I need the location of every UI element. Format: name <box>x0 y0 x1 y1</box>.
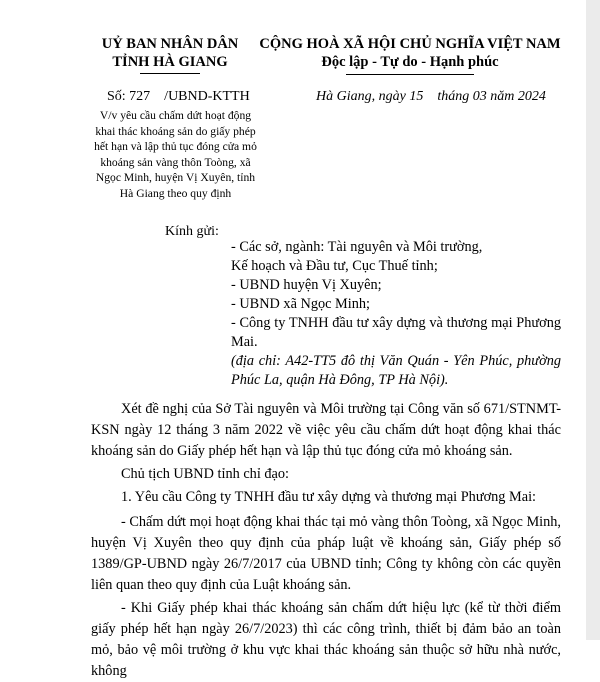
recipients-block <box>231 238 561 390</box>
national-title: CỘNG HOÀ XÃ HỘI CHỦ NGHĨA VIỆT NAM <box>259 36 561 52</box>
greeting: Kính gửi: <box>165 224 219 239</box>
subject-line: khoáng sản vàng thôn Toòng, xã <box>100 155 251 169</box>
recipient-item: - UBND xã Ngọc Minh; <box>231 296 370 312</box>
body-text: Xét đề nghị của Sở Tài nguyên và Môi trường tại Công văn số 671/STNMT-KSN ngày 12 tháng 3 năm 2022 về việc yêu cầu chấm dứt hoạt động khai thác khoáng sản do Giấy phép hết hạn và lập thủ tục đóng cửa mỏ khoáng sản. <box>91 401 561 459</box>
body-text: - Chấm dứt mọi hoạt động khai thác tại mỏ vàng thôn Toòng, xã Ngọc Minh, huyện Vị Xuyên theo quy định của pháp luật về khoáng sản, Giấy phép số 1389/GP-UBND ngày 26/7/2017 của UBND tỉnh; Công ty không còn các quyền liên quan theo quy định của Luật khoáng sản. <box>91 514 561 593</box>
issuer-province-text: TỈNH HÀ GIANG <box>112 54 228 70</box>
body-text: Chủ tịch UBND tỉnh chỉ đạo: <box>121 466 289 482</box>
subject-line: hết hạn và lập thủ tục đóng cửa mỏ <box>94 140 257 154</box>
issuer-underline <box>140 73 200 74</box>
body-paragraph-1 <box>91 399 561 462</box>
document-date: Hà Giang, ngày 15 tháng 03 năm 2024 <box>316 89 546 104</box>
document-number: Số: 727 /UBND-KTTH <box>107 89 250 104</box>
recipient-item: - UBND huyện Vị Xuyên; <box>231 277 382 293</box>
recipient-item: - Công ty TNHH đầu tư xây dựng và thương mại Phương Mai. <box>231 315 561 350</box>
subject-line: Ngọc Minh, huyện Vị Xuyên, tỉnh <box>95 171 256 185</box>
body-paragraph-4 <box>91 512 561 596</box>
body-text: 1. Yêu cầu Công ty TNHH đầu tư xây dựng và thương mại Phương Mai: <box>121 489 537 505</box>
subject-block <box>88 108 263 202</box>
issuer-name: UỶ BAN NHÂN DÂN <box>101 36 239 52</box>
body-paragraph-3 <box>91 487 561 508</box>
body-paragraph-5 <box>91 598 561 682</box>
recipient-address: (địa chỉ: A42-TT5 đô thị Văn Quán - Yên Phúc, phường Phúc La, quận Hà Đông, TP Hà Nội). <box>231 353 561 388</box>
subject-line: Hà Giang theo quy định <box>119 186 232 200</box>
body-text: - Khi Giấy phép khai thác khoáng sản chấm dứt hiệu lực (kể từ thời điểm giấy phép hết hạn ngày 26/7/2023) thì các công trình, thiết bị đảm bảo an toàn mỏ, bảo vệ môi trường ở khu vực khai thác khoáng sản thuộc sở hữu nhà nước, không <box>91 600 561 679</box>
recipient-item: - Các sở, ngành: Tài nguyên và Môi trường, <box>231 239 483 255</box>
recipient-item: Kế hoạch và Đầu tư, Cục Thuế tỉnh; <box>231 258 438 274</box>
body-paragraph-2 <box>91 464 561 485</box>
subject-line: khai thác khoáng sản do giấy phép <box>95 124 256 138</box>
issuer-province <box>90 54 250 71</box>
national-motto: Độc lập - Tự do - Hạnh phúc <box>321 54 499 70</box>
scrollbar-track[interactable] <box>586 0 600 640</box>
subject-line: V/v yêu cầu chấm dứt hoạt động <box>99 109 252 122</box>
motto-underline <box>346 74 474 75</box>
